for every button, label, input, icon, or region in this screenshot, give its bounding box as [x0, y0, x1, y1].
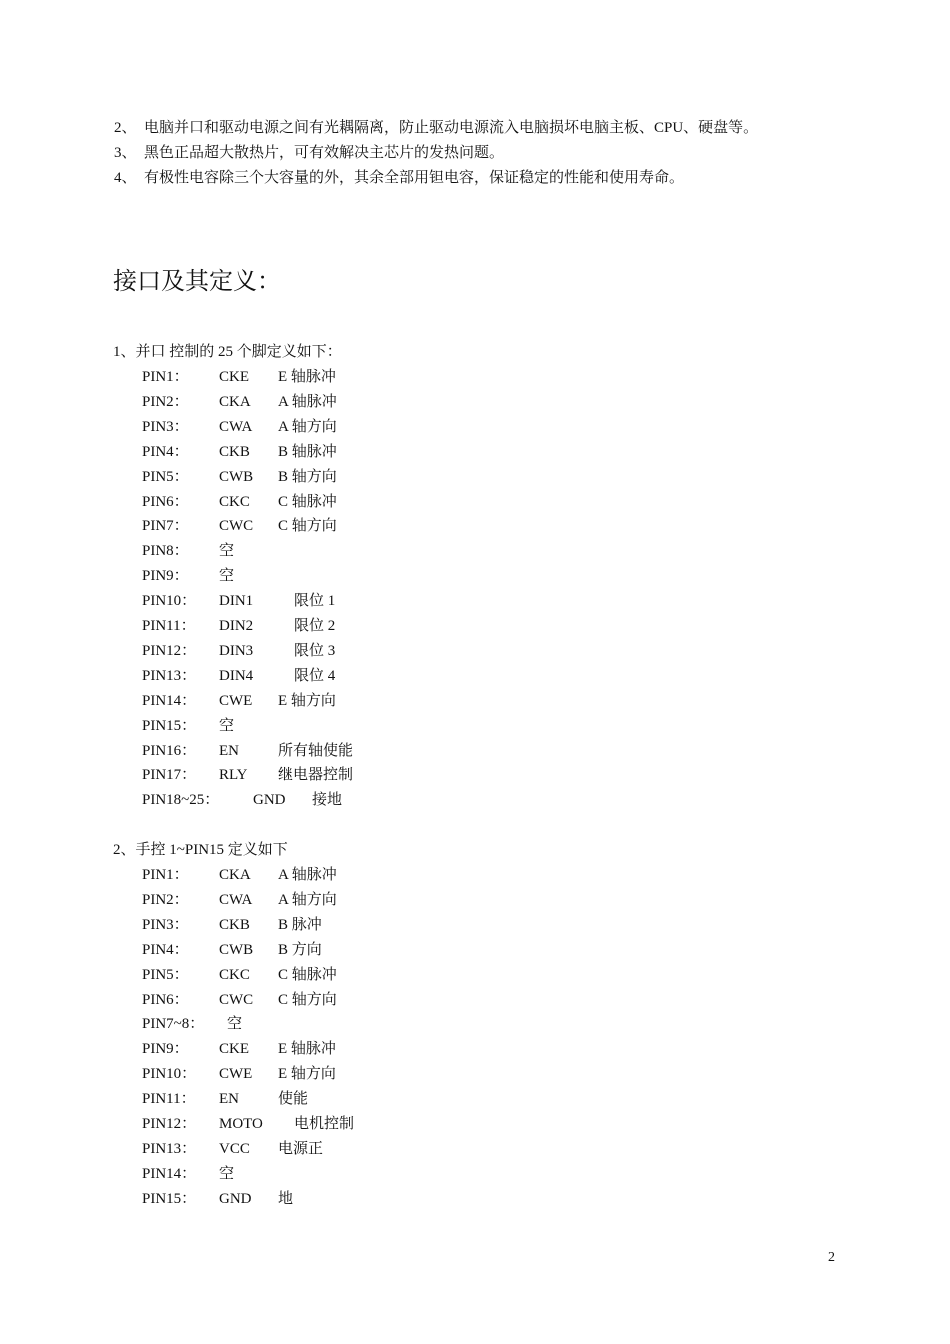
pin-number: PIN6：: [142, 493, 189, 510]
pin-number: PIN17：: [142, 767, 197, 784]
pin-signal: CKB: [219, 443, 250, 460]
pin-number: PIN3：: [142, 916, 189, 933]
pin-row: [142, 790, 542, 810]
pin-number: PIN13：: [142, 667, 197, 684]
pin-number: PIN9：: [142, 568, 189, 585]
pin-row: [142, 641, 542, 661]
pin-description: E 轴脉冲: [278, 1041, 336, 1058]
pin-row: [142, 516, 542, 536]
pin-description: 使能: [278, 1091, 309, 1108]
pin-number: PIN10：: [142, 593, 197, 610]
pin-signal: DIN4: [219, 667, 254, 684]
pin-number: PIN18~25：: [142, 792, 220, 809]
pin-signal: GND: [253, 792, 286, 809]
pin-row: [142, 492, 542, 512]
pin-row: [142, 1164, 542, 1184]
pin-signal: CKC: [219, 966, 250, 983]
pin-number: PIN5：: [142, 966, 189, 983]
pin-description: 电机控制: [294, 1116, 355, 1132]
pin-description: E 轴方向: [278, 1066, 336, 1083]
pin-number: PIN6：: [142, 991, 189, 1008]
pin-number: PIN10：: [142, 1066, 197, 1083]
pin-signal: CWA: [219, 418, 253, 435]
pin-signal: CKA: [219, 393, 251, 410]
pin-number: PIN5：: [142, 468, 189, 485]
pin-number: PIN14：: [142, 1165, 197, 1182]
pin-description: B 轴方向: [278, 468, 337, 485]
pin-description: 继电器控制: [278, 767, 354, 784]
pin-number: PIN12：: [142, 642, 197, 659]
pin-number: PIN9：: [142, 1041, 189, 1058]
pin-row: [142, 367, 542, 387]
pin-row: [142, 442, 542, 462]
pin-signal: 空: [219, 1165, 235, 1182]
section-title: 2、手控 1~PIN15 定义如下: [113, 842, 288, 858]
pin-description: E 轴方向: [278, 692, 336, 709]
pin-row: [142, 467, 542, 487]
pin-signal: CWE: [219, 692, 253, 709]
pin-description: A 轴方向: [278, 891, 337, 908]
pin-number: PIN1：: [142, 369, 189, 385]
pin-signal: DIN1: [219, 593, 254, 610]
list-number: 3、: [114, 145, 137, 161]
pin-signal: CWC: [219, 991, 254, 1008]
section-title: 1、并口 控制的 25 个脚定义如下：: [113, 344, 342, 360]
pin-description: 所有轴使能: [278, 742, 354, 759]
pin-row: [142, 417, 542, 437]
pin-signal: EN: [219, 1091, 239, 1108]
pin-signal: CKE: [219, 1041, 249, 1058]
pin-row: [142, 1114, 542, 1134]
pin-row: [142, 541, 542, 561]
pin-number: PIN7：: [142, 518, 189, 535]
pin-description: B 方向: [278, 941, 322, 958]
pin-description: 限位 1: [294, 593, 336, 610]
pin-signal: 空: [219, 543, 235, 560]
pin-row: [142, 915, 542, 935]
pin-number: PIN8：: [142, 543, 189, 560]
pin-number: PIN15：: [142, 1190, 197, 1207]
pin-row: [142, 591, 542, 611]
pin-signal: CKE: [219, 369, 249, 385]
pin-signal: CWC: [219, 518, 254, 535]
pin-signal: MOTO: [219, 1116, 263, 1132]
pin-number: PIN11：: [142, 1091, 196, 1108]
pin-description: A 轴方向: [278, 418, 337, 435]
pin-signal: DIN2: [219, 618, 254, 634]
pin-number: PIN2：: [142, 393, 189, 410]
pin-signal: CWA: [219, 891, 253, 908]
pin-signal: CKB: [219, 916, 250, 933]
section-heading: 接口及其定义：: [113, 269, 281, 295]
pin-number: PIN4：: [142, 941, 189, 958]
list-number: 4、: [114, 170, 137, 186]
pin-row: [142, 965, 542, 985]
pin-number: PIN4：: [142, 443, 189, 460]
pin-row: [142, 1089, 542, 1109]
list-number: 2、: [114, 120, 137, 136]
pin-number: PIN1：: [142, 867, 189, 883]
pin-row: [142, 765, 542, 785]
list-text: 电脑并口和驱动电源之间有光耦隔离，防止驱动电源流入电脑损坏电脑主板、CPU、硬盘等。: [144, 120, 759, 136]
pin-description: 接地: [312, 792, 343, 809]
pin-number: PIN16：: [142, 742, 197, 759]
list-text: 有极性电容除三个大容量的外，其余全部用钽电容，保证稳定的性能和使用寿命。: [144, 170, 685, 186]
pin-row: [142, 666, 542, 686]
pin-row: [142, 940, 542, 960]
pin-description: 电源正: [278, 1140, 324, 1157]
pin-signal: CWB: [219, 468, 254, 485]
pin-number: PIN7~8：: [142, 1016, 205, 1033]
pin-description: 限位 4: [294, 667, 336, 684]
pin-signal: 空: [219, 717, 235, 734]
pin-description: C 轴脉冲: [278, 493, 337, 510]
pin-description: A 轴脉冲: [278, 393, 337, 410]
list-text: 黑色正品超大散热片，可有效解决主芯片的发热问题。: [144, 145, 505, 161]
pin-row: [142, 865, 542, 885]
pin-description: B 脉冲: [278, 916, 322, 933]
pin-signal: CKA: [219, 867, 251, 883]
page-number: 2: [828, 1250, 835, 1265]
pin-signal: CKC: [219, 493, 250, 510]
pin-row: [142, 691, 542, 711]
pin-number: PIN11：: [142, 618, 196, 634]
pin-signal: RLY: [219, 767, 248, 784]
pin-signal: GND: [219, 1190, 252, 1207]
pin-signal: CWE: [219, 1066, 253, 1083]
pin-row: [142, 890, 542, 910]
pin-description: C 轴脉冲: [278, 966, 337, 983]
pin-row: [142, 566, 542, 586]
pin-row: [142, 1064, 542, 1084]
pin-description: A 轴脉冲: [278, 867, 337, 883]
pin-description: 地: [278, 1190, 294, 1207]
pin-description: 限位 2: [294, 618, 336, 634]
pin-row: [142, 990, 542, 1010]
pin-signal: DIN3: [219, 642, 254, 659]
pin-number: PIN13：: [142, 1140, 197, 1157]
pin-row: [142, 1189, 542, 1209]
pin-signal: EN: [219, 742, 239, 759]
pin-signal: 空: [219, 568, 235, 585]
pin-row: [142, 1039, 542, 1059]
pin-row: [142, 616, 542, 636]
pin-description: B 轴脉冲: [278, 443, 337, 460]
pin-description: E 轴脉冲: [278, 369, 336, 385]
pin-row: [142, 392, 542, 412]
pin-number: PIN15：: [142, 717, 197, 734]
pin-signal: VCC: [219, 1140, 250, 1157]
pin-signal: CWB: [219, 941, 254, 958]
pin-row: [142, 1014, 542, 1034]
pin-number: PIN14：: [142, 692, 197, 709]
pin-description: C 轴方向: [278, 991, 337, 1008]
pin-row: [142, 716, 542, 736]
pin-number: PIN2：: [142, 891, 189, 908]
pin-number: PIN12：: [142, 1116, 197, 1132]
pin-row: [142, 1139, 542, 1159]
pin-signal: 空: [227, 1016, 243, 1033]
pin-row: [142, 741, 542, 761]
pin-description: 限位 3: [294, 642, 336, 659]
pin-number: PIN3：: [142, 418, 189, 435]
pin-description: C 轴方向: [278, 518, 337, 535]
